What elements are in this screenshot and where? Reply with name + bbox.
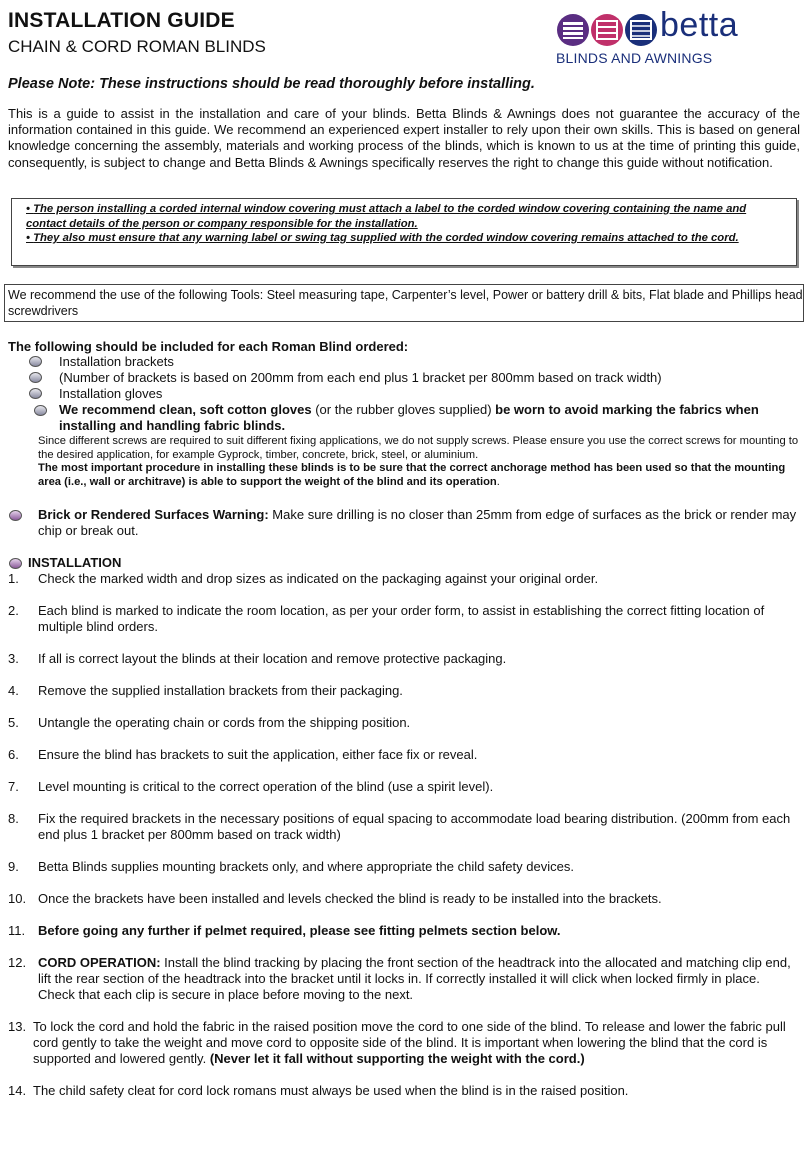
step-text: Level mounting is critical to the correct operation of the blind (use a spirit level). [38,779,494,794]
step-number: 6. [8,747,19,762]
anchorage-note: The most important procedure in installing these blinds is to be sure that the correct anchorage method has been used so that the mounting area (i.e., wall or architrave) is able to support the weight of the blind and its operation. [38,462,786,488]
bullet-icon [29,356,42,367]
step-text: CORD OPERATION: Install the blind tracking by placing the front section of the headtrack into the allocated and matching clip end, lift the rear section of the headtrack into the bracket until it locks in. If correctly installed it will click when locked firmly in place. Check that each clip is secure in place before moving to the next. [38,955,791,1002]
step-number: 2. [8,603,19,618]
gloves-recommendation: We recommend clean, soft cotton gloves (or the rubber gloves supplied) be worn to avoid marking the fabrics when installing and handling fabric blinds. [59,402,759,433]
step-text: To lock the cord and hold the fabric in the raised position move the cord to one side of the blind. To release and lower the fabric pull cord gently to take the weight and move cord to opposite side of the blind. It is important when lowering the blind that the cord is supported and lowered gently. (Never let it fall without supporting the weight with the cord.) [33,1019,786,1066]
tools-box [4,284,804,322]
warning-line-1: • The person installing a corded internal window covering must attach a label to the corded window covering containing the name and contact details of the person or company responsible for the installation. [26,203,747,230]
included-item-bracket-count: (Number of brackets is based on 200mm from each end plus 1 bracket per 800mm based on track width) [59,370,662,385]
step-text: Remove the supplied installation brackets from their packaging. [38,683,403,698]
included-item-gloves: Installation gloves [59,386,163,401]
bullet-icon [9,510,22,521]
installation-heading: INSTALLATION [28,555,122,570]
logo-circles-icon [556,12,660,50]
step-text: Each blind is marked to indicate the room location, as per your order form, to assist in establishing the correct fitting location of multiple blind orders. [38,603,765,634]
corded-warning-box [11,198,797,266]
step-number: 9. [8,859,19,874]
step-number: 7. [8,779,19,794]
bullet-icon [29,388,42,399]
step-number: 13. [8,1019,27,1034]
step-text: Once the brackets have been installed and levels checked the blind is ready to be installed into the brackets. [38,891,662,906]
step-text: If all is correct layout the blinds at their location and remove protective packaging. [38,651,507,666]
bullet-icon [29,372,42,383]
step-number: 12. [8,955,27,970]
included-heading: The following should be included for each Roman Blind ordered: [8,339,409,354]
step-number: 3. [8,651,19,666]
page-title: INSTALLATION GUIDE [8,9,235,32]
step-number: 11. [8,923,26,938]
step-text: Ensure the blind has brackets to suit the application, either face fix or reveal. [38,747,478,762]
step-number: 10. [8,891,27,906]
intro-paragraph: This is a guide to assist in the installation and care of your blinds. Betta Blinds & Awnings does not guarantee the accuracy of the information contained in this guide. We recommend an experienced expert installer to rely upon their own skills. This is based on general knowledge concerning the assembly, materials and working process of the blinds, which is known to us at the time of printing this guide, consequently, is subject to change and Betta Blinds & Awnings specifically reserves the right to change this guide without notification. [8,106,800,170]
logo-subtitle: BLINDS AND AWNINGS [556,50,713,66]
bullet-icon [9,558,22,569]
step-text: Betta Blinds supplies mounting brackets only, and where appropriate the child safety devices. [38,859,574,874]
step-text: Untangle the operating chain or cords from the shipping position. [38,715,411,730]
bullet-icon [34,405,47,416]
screws-note: Since different screws are required to suit different fixing applications, we do not supply screws. Please ensure you use the correct screws for mounting to the desired application, for example Gyprock, timber, concrete, brick, steel, or aluminium. [38,435,799,461]
brand-logo [556,6,756,70]
step-text: Fix the required brackets in the necessary positions of equal spacing to accommodate load bearing distribution. (200mm from each end plus 1 bracket per 800mm based on track width) [38,811,791,842]
step-text: Before going any further if pelmet required, please see fitting pelmets section below. [38,923,561,938]
included-item-brackets: Installation brackets [59,354,174,369]
step-text: The child safety cleat for cord lock romans must always be used when the blind is in the raised position. [33,1083,629,1098]
warning-line-2: • They also must ensure that any warning label or swing tag supplied with the corded window covering remains attached to the cord. [26,232,739,244]
step-text: Check the marked width and drop sizes as indicated on the packaging against your original order. [38,571,599,586]
step-number: 14. [8,1083,27,1098]
page-subtitle: CHAIN & CORD ROMAN BLINDS [8,37,266,56]
logo-wordmark: betta [660,6,739,44]
step-number: 8. [8,811,19,826]
step-number: 1. [8,571,19,586]
step-number: 5. [8,715,19,730]
step-number: 4. [8,683,19,698]
brick-warning: Brick or Rendered Surfaces Warning: Make sure drilling is no closer than 25mm from edge of surfaces as the brick or render may chip or break out. [38,507,797,538]
tools-text: We recommend the use of the following Tools: Steel measuring tape, Carpenter’s level, Power or battery drill & bits, Flat blade and Phillips head screwdrivers [8,288,803,318]
please-note: Please Note: These instructions should be read thoroughly before installing. [8,76,535,92]
